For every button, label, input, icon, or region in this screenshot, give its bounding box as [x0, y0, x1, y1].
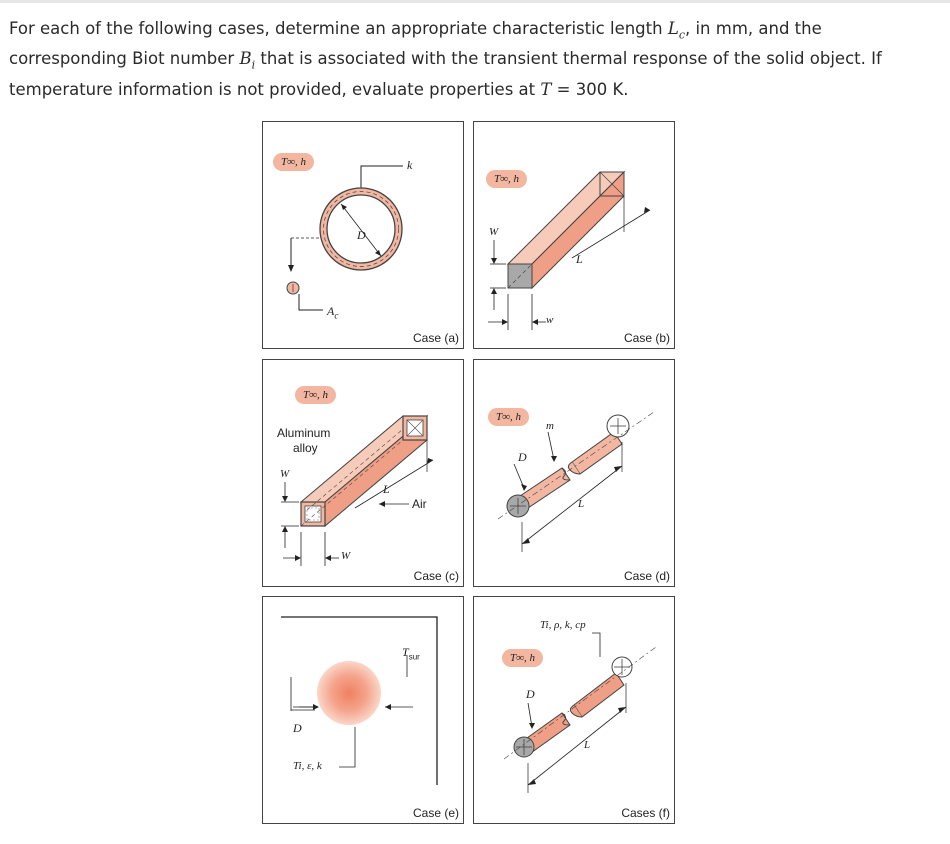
case-e-props-label: Ti, ε, k	[293, 760, 322, 772]
temperature-value: 300 K.	[575, 79, 629, 99]
t-symbol: T	[540, 79, 552, 99]
case-f-caption: Cases (f)	[621, 806, 670, 820]
case-f-ambient-badge: T∞, h	[502, 649, 543, 667]
case-f-props-label: Ti, ρ, k, cp	[540, 619, 586, 631]
case-a-ac-label: $A_c$	[327, 304, 339, 321]
case-c-air-label: Air	[412, 497, 427, 511]
case-d-figure	[474, 360, 674, 586]
lc-symbol: $L_c$	[667, 19, 685, 42]
case-d-ambient-badge: T∞, h	[488, 408, 529, 426]
case-e-tsur-label: $T_{sur}$	[402, 645, 420, 662]
case-e-figure	[263, 597, 463, 823]
case-b-ambient-badge: T∞, h	[486, 170, 527, 188]
case-c-w-left-label: W	[280, 468, 290, 480]
case-c-caption: Case (c)	[413, 569, 459, 583]
case-b-w-upper-label: W	[489, 226, 499, 238]
problem-statement: For each of the following cases, determine an appropriate characteristic length $L_c$, in mm, and the corresponding Biot number $B_i$ that is associated with the transient thermal response of the solid object. If temperature information is not provided, evaluate properties at T = 300 K.	[9, 19, 882, 99]
case-d-m-label: m	[546, 420, 554, 432]
case-c-material-label: Aluminum alloy	[277, 426, 331, 455]
case-a-d-label: D	[357, 228, 366, 242]
case-c-l-label: L	[383, 482, 390, 496]
case-b-w-lower-label: w	[546, 314, 554, 326]
problem-text-1: For each of the following cases, determine an appropriate characteristic length	[9, 19, 668, 38]
case-d-panel	[473, 359, 675, 587]
top-rule	[0, 0, 950, 3]
case-c-ambient-badge: T∞, h	[295, 386, 336, 404]
problem-text-3: that is associated with the transient thermal response of the solid object. If temperature information is not provided, evaluate properties at	[9, 49, 882, 99]
case-f-l-label: L	[584, 739, 591, 751]
case-d-l-label: L	[578, 498, 585, 510]
case-d-caption: Case (d)	[623, 569, 670, 583]
case-c-panel	[262, 359, 464, 587]
case-d-d-label: D	[518, 450, 527, 464]
case-a-caption: Case (a)	[412, 331, 459, 345]
case-f-panel	[473, 596, 675, 824]
case-b-panel	[473, 121, 675, 349]
problem-text-2: , in mm, and the corresponding Biot number	[9, 19, 822, 69]
case-b-l-label: L	[576, 252, 583, 266]
case-c-w-bottom-label: W	[341, 550, 351, 562]
case-a-ambient-badge: T∞, h	[273, 153, 314, 171]
case-b-caption: Case (b)	[623, 331, 670, 345]
case-a-panel	[262, 121, 464, 349]
case-e-panel	[262, 596, 464, 824]
case-a-k-label: k	[407, 158, 413, 172]
case-c-figure	[263, 360, 463, 586]
case-b-figure	[474, 122, 674, 348]
case-f-d-label: D	[526, 687, 535, 701]
bi-symbol: $B_i$	[239, 49, 256, 72]
case-e-d-label: D	[293, 721, 302, 735]
case-e-caption: Case (e)	[412, 806, 459, 820]
